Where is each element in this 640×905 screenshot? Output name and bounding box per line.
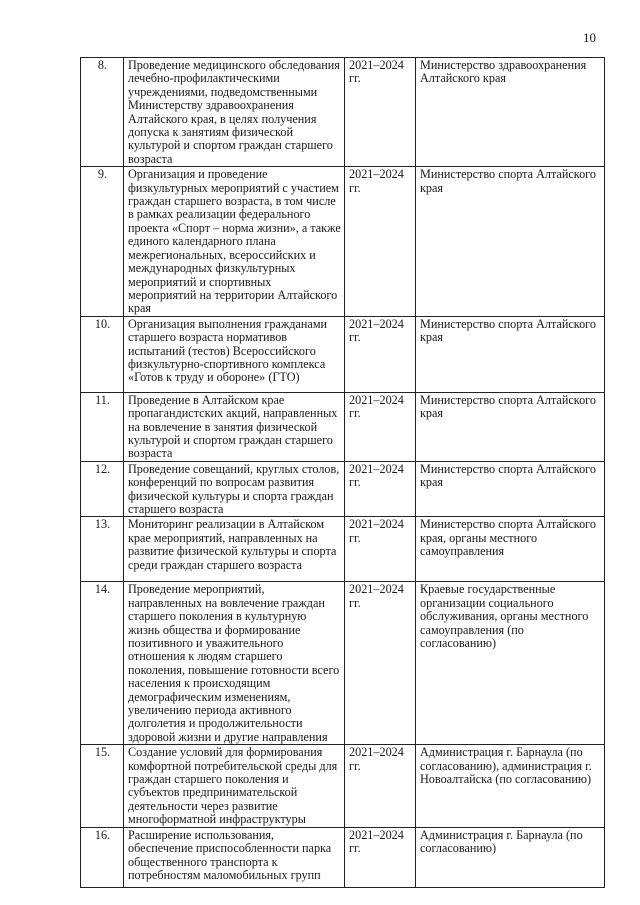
executor-cell: Министерство спорта Алтайского края [416,167,605,316]
activity-cell: Организация выполнения гражданами старшего возраста нормативов испытаний (тестов) Всероссийского физкультурно-спортивного комплекса «Готов к труду и обороне» (ГТО) [124,316,345,392]
row-number: 14. [81,582,124,745]
period-cell: 2021–2024 гг. [345,827,416,887]
row-number: 8. [81,58,124,167]
table-row [81,167,605,316]
row-number: 13. [81,517,124,582]
table-row [81,316,605,392]
page-number: 10 [583,30,596,45]
executor-cell: Министерство спорта Алтайского края, органы местного самоуправления [416,517,605,582]
period-cell: 2021–2024 гг. [345,167,416,316]
period-cell: 2021–2024 гг. [345,392,416,461]
executor-cell: Министерство спорта Алтайского края [416,316,605,392]
period-cell: 2021–2024 гг. [345,582,416,745]
table-row [81,827,605,887]
activity-cell: Проведение совещаний, круглых столов, конференций по вопросам развития физической культуры и спорта граждан старшего возраста [124,461,345,517]
executor-cell: Министерство спорта Алтайского края [416,461,605,517]
activity-cell: Организация и проведение физкультурных мероприятий с участием граждан старшего возраста, в том числе в рамках реализации федерального проекта «Спорт – норма жизни», а также единого календарного плана межрегиональных, всероссийских и международных физкультурных мероприятий и спортивных мероприятий на территории Алтайского края [124,167,345,316]
row-number: 12. [81,461,124,517]
period-cell: 2021–2024 гг. [345,316,416,392]
executor-cell: Администрация г. Барнаула (по согласованию) [416,827,605,887]
activity-cell: Проведение в Алтайском крае пропагандистских акций, направленных на вовлечение в занятия физической культурой и спортом граждан старшего возраста [124,392,345,461]
period-cell: 2021–2024 гг. [345,517,416,582]
activity-cell: Расширение использования, обеспечение приспособленности парка общественного транспорта к потребностям маломобильных групп [124,827,345,887]
row-number: 10. [81,316,124,392]
executor-cell: Министерство спорта Алтайского края [416,392,605,461]
period-cell: 2021–2024 гг. [345,745,416,827]
activity-cell: Мониторинг реализации в Алтайском крае мероприятий, направленных на развитие физической культуры и спорта среди граждан старшего возраста [124,517,345,582]
row-number: 11. [81,392,124,461]
period-cell: 2021–2024 гг. [345,461,416,517]
activity-cell: Проведение медицинского обследования лечебно-профилактическими учреждениями, подведомственными Министерству здравоохранения Алтайского края, в целях получения допуска к занятиям физической культурой и спортом граждан старшего возраста [124,58,345,167]
table-row [81,517,605,582]
activity-cell: Создание условий для формирования комфортной потребительской среды для граждан старшего поколения и субъектов предпринимательской деятельности через развитие многоформатной инфраструктуры [124,745,345,827]
activity-cell: Проведение мероприятий, направленных на вовлечение граждан старшего поколения в культурную жизнь общества и формирование позитивного и уважительного отношения к людям старшего поколения, повышение готовности всего населения к происходящим демографическим изменениям, увеличению периода активного долголетия и продолжительности здоровой жизни и другие направления [124,582,345,745]
executor-cell: Министерство здравоохранения Алтайского края [416,58,605,167]
executor-cell: Администрация г. Барнаула (по согласованию), администрация г. Новоалтайска (по согласованию) [416,745,605,827]
table-row [81,58,605,167]
table-row [81,392,605,461]
table-row [81,745,605,827]
table-row [81,582,605,745]
period-cell: 2021–2024 гг. [345,58,416,167]
table-row [81,461,605,517]
row-number: 15. [81,745,124,827]
activities-table [80,57,605,888]
row-number: 16. [81,827,124,887]
row-number: 9. [81,167,124,316]
executor-cell: Краевые государственные организации социального обслуживания, органы местного самоуправления (по согласованию) [416,582,605,745]
